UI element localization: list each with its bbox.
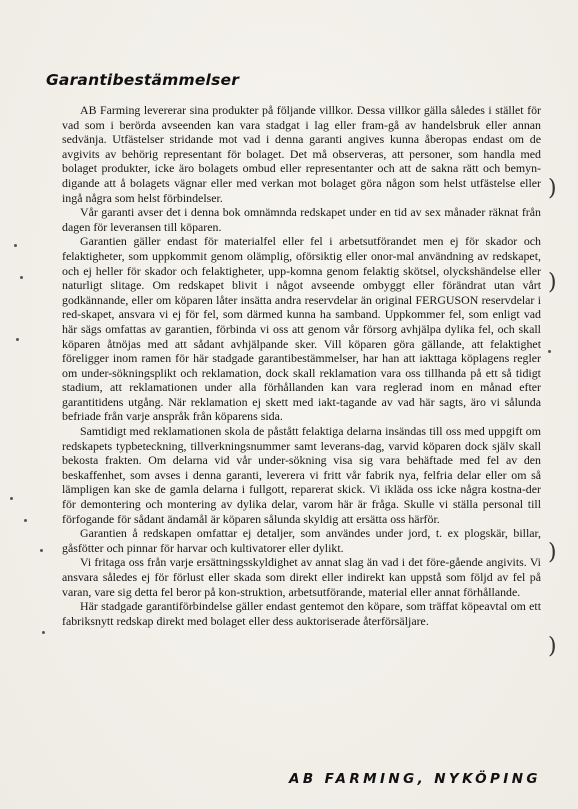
paragraph-eligible-buyer: Här stadgade garantiförbindelse gäller endast gentemot den köpare, som träffat köpeavtal om ett fabriksnytt redskap direkt med bolaget eller dess auktoriserade återförsäljare. <box>62 599 541 628</box>
scan-speck <box>10 497 13 500</box>
margin-paren-mark: ) <box>548 634 557 659</box>
margin-paren-mark: ) <box>548 540 557 565</box>
document-title: Garantibestämmelser <box>46 71 240 89</box>
paragraph-warranty-scope: Garantien gäller endast för materialfel eller fel i arbetsutförandet men ej för skador och felaktigheter, som uppkommit genom olämplig, oförsiktig eller onor-mal användning av redskapet, och ej heller för skador och felaktigheter, upp-komna genom felaktig skötsel, olyckshändelse eller naturligt slitage. Om redskapet blivit i något avseende ombyggt eller förändrat utan vårt godkännande, eller om köparen låter insätta andra reservdelar än original FERGUSON reservdelar i red-skapet, ansvara vi ej för fel, som därmed kunna ha samband. Uppkommer fel, som enligt vad här sägs omfattas av garantien, förbinda vi oss att genom vår försorg avhjälpa dylika fel, och skall köparen åtnöjas med att sådant avhjälpande sker. Vill köparen göra gällande, att felaktighet föreligger inom ramen för här stadgade garantibestämmelser, har han att iakttaga köplagens regler om under-sökningsplikt och reklamation, dock skall reklamation vara oss tillhanda på ett så tidigt stadium, att reklamationen under alla förhållanden kan vara reglerad inom en månad efter garantitidens utgång. När reklamation ej skett med iakt-tagande av vad här sagts, äro vi sålunda befriade från varje anspråk från köparens sida. <box>62 234 541 424</box>
paragraph-claims-procedure: Samtidigt med reklamationen skola de påstått felaktiga delarna insändas till oss med uppgift om redskapets typbeteckning, tillverkningsnummer samt leverans-dag, varvid köparen dock själv skall bekosta frakten. Om delarna vid vår under-sökning visa sig vara behäftade med fel av den beskaffenhet, som avses i denna garanti, leverera vi fritt vår fabrik nya, felfria delar eller om så lämpligen kan ske de gamla delarna i fullgott, reparerat skick. Vi ikläda oss icke några kostna-der för demontering och montering av dylika delar, varom här är fråga. Skulle vi ställa personal till förfogande för sådant ändamål är köparen sålunda skyldig att ersätta oss härför. <box>62 424 541 526</box>
margin-paren-mark: ) <box>548 176 557 201</box>
company-signature: AB FARMING, NYKÖPING <box>289 771 541 787</box>
margin-paren-mark: ) <box>548 270 557 295</box>
paragraph-warranty-period: Vår garanti avser det i denna bok omnämnda redskapet under en tid av sex månader räknat från dagen för leveransen till köparen. <box>62 205 541 234</box>
scan-speck <box>42 631 45 634</box>
paragraph-excluded-parts: Garantien å redskapen omfattar ej detaljer, som användes under jord, t. ex plogskär, billar, gåsfötter och pinnar för harvar och kultivatorer eller dylikt. <box>62 526 541 555</box>
scan-speck <box>548 350 551 353</box>
paragraph-general-terms: AB Farming levererar sina produkter på följande villkor. Dessa villkor gälla således i stället för vad som i berörda avseenden kan vara stadgat i lag eller fram-gå av handelsbruk eller annan sedvänja. Utfästelser stridande mot vad i denna garanti angives kunna åberopas endast om de avgivits av behörig representant för bolaget. Det må observeras, att personer, som handla med bolaget produkter, icke äro bolagets ombud eller representanter och att de sakna rätt och bemyn-digande att å bolagets vägnar eller med verkan mot bolaget göra någon som helst utfästelse eller ingå några som helst förbindelser. <box>62 103 541 205</box>
scan-speck <box>24 519 27 522</box>
paragraph-liability-limits: Vi fritaga oss från varje ersättningsskyldighet av annat slag än vad i det före-gående angivits. Vi ansvara således ej för förlust eller skada som direkt eller indirekt kan uppstå som följd av fel på varan, vare sig detta fel beror på kon-struktion, arbetsutförande, material eller annat förhållande. <box>62 555 541 599</box>
scan-speck <box>40 549 43 552</box>
scan-speck <box>20 276 23 279</box>
document-body <box>62 103 541 628</box>
scan-speck <box>16 338 19 341</box>
scan-speck <box>14 244 17 247</box>
